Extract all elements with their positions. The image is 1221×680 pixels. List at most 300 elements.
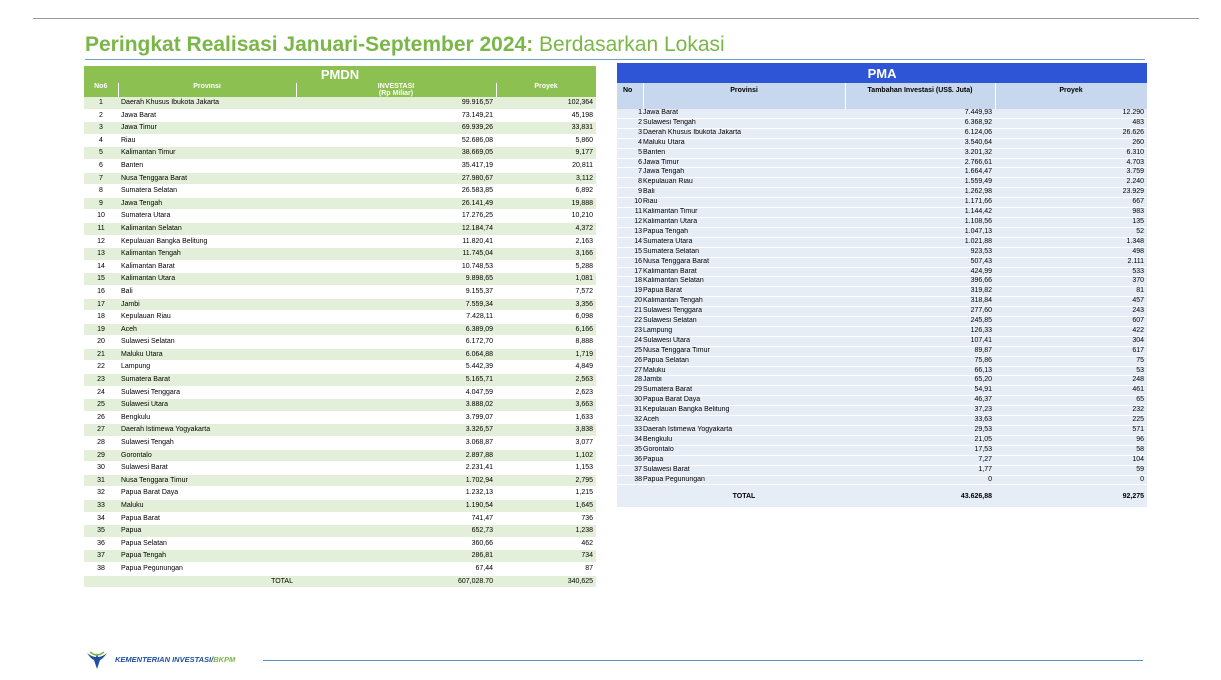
pmdn-cell-provinsi: Jawa Tengah [118,197,296,210]
pmdn-table-row [84,159,596,172]
pmdn-table-row [84,487,596,500]
pma-cell-no: 31 [617,406,643,416]
pma-table-row [617,118,1147,128]
pmdn-cell-investasi: 7.428,11 [296,311,496,324]
pma-cell-investasi: 1.047,13 [845,227,995,237]
pmdn-cell-proyek: 20,811 [496,159,596,172]
pmdn-cell-proyek: 3,166 [496,248,596,261]
pmdn-cell-investasi: 3.068,87 [296,437,496,450]
footer [85,648,1145,672]
pma-cell-no: 3 [617,128,643,138]
pmdn-cell-proyek: 10,210 [496,210,596,223]
pma-cell-provinsi: Nusa Tenggara Barat [643,257,845,267]
pma-col-provinsi: Provinsi [643,83,845,109]
pmdn-cell-investasi: 52.686,08 [296,134,496,147]
pmdn-cell-provinsi: Sumatera Selatan [118,185,296,198]
pmdn-cell-no: 29 [84,449,118,462]
pmdn-cell-provinsi: Daerah Istimewa Yogyakarta [118,424,296,437]
pma-table-row [617,366,1147,376]
pmdn-cell-proyek: 45,198 [496,109,596,122]
pma-cell-proyek: 457 [995,297,1147,307]
pma-cell-no: 30 [617,396,643,406]
pma-cell-investasi: 319,82 [845,287,995,297]
pma-cell-no: 12 [617,217,643,227]
pma-cell-investasi: 245,85 [845,317,995,327]
pmdn-cell-no: 10 [84,210,118,223]
pmdn-cell-proyek: 7,572 [496,285,596,298]
pmdn-cell-provinsi: Gorontalo [118,449,296,462]
pmdn-cell-provinsi: Sulawesi Utara [118,399,296,412]
pma-cell-provinsi: Papua Tengah [643,227,845,237]
pma-cell-proyek: 3.759 [995,168,1147,178]
pmdn-cell-investasi: 5.442,39 [296,361,496,374]
pma-cell-provinsi: Aceh [643,416,845,426]
pma-cell-provinsi: Sulawesi Utara [643,336,845,346]
pmdn-cell-provinsi: Papua [118,525,296,538]
pma-cell-investasi: 66,13 [845,366,995,376]
pmdn-cell-proyek: 1,719 [496,348,596,361]
pma-cell-investasi: 65,20 [845,376,995,386]
pmdn-cell-no: 36 [84,537,118,550]
pma-cell-investasi: 21,05 [845,435,995,445]
pma-cell-no: 8 [617,178,643,188]
pma-table-row [617,445,1147,455]
pma-table-row [617,138,1147,148]
pma-cell-no: 1 [617,109,643,118]
pma-total-row [617,485,1147,508]
pma-table-row [617,128,1147,138]
pmdn-cell-no: 33 [84,500,118,513]
pmdn-cell-no: 27 [84,424,118,437]
pma-cell-investasi: 54,91 [845,386,995,396]
page-title-normal: Berdasarkan Lokasi [533,33,725,56]
pma-cell-proyek: 370 [995,277,1147,287]
pmdn-panel [84,66,596,587]
pmdn-table-row [84,298,596,311]
pma-cell-provinsi: Jawa Timur [643,158,845,168]
pmdn-cell-provinsi: Sulawesi Selatan [118,336,296,349]
pmdn-cell-proyek: 3,663 [496,399,596,412]
pmdn-table-row [84,147,596,160]
pmdn-cell-proyek: 4,372 [496,222,596,235]
pma-cell-provinsi: Daerah Istimewa Yogyakarta [643,426,845,436]
pma-cell-investasi: 17,53 [845,445,995,455]
pmdn-table-row [84,260,596,273]
pmdn-cell-investasi: 741,47 [296,512,496,525]
pmdn-cell-provinsi: Nusa Tenggara Timur [118,474,296,487]
pma-cell-provinsi: Jambi [643,376,845,386]
pma-cell-provinsi: Jawa Tengah [643,168,845,178]
pmdn-cell-investasi: 2.231,41 [296,462,496,475]
pmdn-cell-no: 18 [84,311,118,324]
pma-cell-proyek: 81 [995,287,1147,297]
pmdn-cell-provinsi: Jawa Barat [118,109,296,122]
pmdn-cell-proyek: 9,177 [496,147,596,160]
pma-table-row [617,148,1147,158]
pma-cell-provinsi: Kalimantan Barat [643,267,845,277]
pmdn-table-row [84,235,596,248]
pmdn-cell-provinsi: Papua Pegunungan [118,562,296,575]
pmdn-cell-proyek: 2,623 [496,386,596,399]
pma-cell-investasi: 277,60 [845,307,995,317]
pmdn-table-row [84,449,596,462]
pma-cell-investasi: 46,37 [845,396,995,406]
pma-table-row [617,168,1147,178]
pma-cell-provinsi: Sulawesi Barat [643,465,845,475]
pma-rows [617,109,1147,485]
pmdn-cell-investasi: 6.064,88 [296,348,496,361]
pmdn-cell-proyek: 3,838 [496,424,596,437]
pmdn-cell-provinsi: Bengkulu [118,411,296,424]
pma-table-row [617,109,1147,118]
pmdn-table-row [84,525,596,538]
pmdn-cell-provinsi: Papua Selatan [118,537,296,550]
pmdn-cell-no: 13 [84,248,118,261]
pmdn-table-row [84,122,596,135]
pma-table-row [617,277,1147,287]
pma-cell-investasi: 7,27 [845,455,995,465]
pmdn-cell-proyek: 87 [496,562,596,575]
pmdn-table-row [84,437,596,450]
pma-table-row [617,475,1147,485]
pma-cell-no: 17 [617,267,643,277]
pmdn-cell-no: 21 [84,348,118,361]
pmdn-cell-investasi: 99.916,57 [296,97,496,109]
pmdn-cell-investasi: 69.939,26 [296,122,496,135]
pmdn-table-row [84,185,596,198]
pmdn-cell-proyek: 2,163 [496,235,596,248]
pma-cell-provinsi: Kalimantan Timur [643,208,845,218]
pma-table-row [617,227,1147,237]
pma-cell-provinsi: Daerah Khusus Ibukota Jakarta [643,128,845,138]
title-underline [85,59,1145,60]
pmdn-cell-proyek: 8,888 [496,336,596,349]
pmdn-cell-no: 6 [84,159,118,172]
pmdn-cell-investasi: 17.276,25 [296,210,496,223]
pma-cell-provinsi: Banten [643,148,845,158]
pma-cell-proyek: 12.290 [995,109,1147,118]
pma-cell-proyek: 0 [995,475,1147,485]
pmdn-cell-investasi: 38.669,05 [296,147,496,160]
pma-table-row [617,346,1147,356]
pmdn-cell-proyek: 1,215 [496,487,596,500]
pma-table-row [617,307,1147,317]
pmdn-table-row [84,248,596,261]
pma-total-proyek: 92,275 [995,485,1147,508]
pma-cell-investasi: 507,43 [845,257,995,267]
pmdn-table-row [84,311,596,324]
pmdn-cell-proyek: 462 [496,537,596,550]
pma-cell-investasi: 1.144,42 [845,208,995,218]
pmdn-cell-investasi: 6.389,09 [296,323,496,336]
pma-cell-proyek: 607 [995,317,1147,327]
pma-cell-proyek: 4.703 [995,158,1147,168]
pma-table-row [617,317,1147,327]
pma-cell-proyek: 23.929 [995,188,1147,198]
footer-brand-main: KEMENTERIAN INVESTASI/ [115,655,214,664]
pma-cell-provinsi: Kepulauan Bangka Belitung [643,406,845,416]
pma-cell-provinsi: Kepulauan Riau [643,178,845,188]
pma-table-row [617,356,1147,366]
pmdn-cell-proyek: 102,364 [496,97,596,109]
pma-cell-proyek: 571 [995,426,1147,436]
pma-cell-no: 18 [617,277,643,287]
pma-table-row [617,336,1147,346]
pmdn-table-row [84,474,596,487]
pmdn-cell-investasi: 4.047,59 [296,386,496,399]
pma-cell-no: 14 [617,237,643,247]
pma-cell-provinsi: Maluku Utara [643,138,845,148]
pmdn-cell-provinsi: Daerah Khusus Ibukota Jakarta [118,97,296,109]
pma-table-row [617,426,1147,436]
pmdn-cell-investasi: 1.190,54 [296,500,496,513]
pmdn-cell-provinsi: Sumatera Barat [118,374,296,387]
pmdn-cell-investasi: 1.702,94 [296,474,496,487]
pmdn-cell-investasi: 5.165,71 [296,374,496,387]
pmdn-cell-investasi: 27.980,67 [296,172,496,185]
pmdn-table-row [84,285,596,298]
pma-cell-no: 27 [617,366,643,376]
pmdn-cell-investasi: 11.820,41 [296,235,496,248]
pmdn-cell-provinsi: Kalimantan Timur [118,147,296,160]
pmdn-table-row [84,273,596,286]
pma-cell-proyek: 617 [995,346,1147,356]
bkpm-logo-icon [85,650,109,670]
pmdn-cell-no: 31 [84,474,118,487]
pmdn-cell-investasi: 1.232,13 [296,487,496,500]
pmdn-cell-provinsi: Jawa Timur [118,122,296,135]
pmdn-table-row [84,172,596,185]
pma-cell-no: 4 [617,138,643,148]
pma-cell-investasi: 923,53 [845,247,995,257]
pmdn-cell-investasi: 11.745,04 [296,248,496,261]
footer-divider [263,660,1143,661]
pmdn-table-row [84,537,596,550]
pma-cell-provinsi: Sulawesi Tenggara [643,307,845,317]
pmdn-cell-investasi: 6.172,70 [296,336,496,349]
pma-table-row [617,455,1147,465]
pmdn-table-row [84,109,596,122]
pma-cell-provinsi: Riau [643,198,845,208]
pmdn-cell-no: 34 [84,512,118,525]
pma-col-investasi: Tambahan Investasi (US$. Juta) [845,83,995,109]
pma-cell-proyek: 26.626 [995,128,1147,138]
pmdn-table-row [84,562,596,575]
pmdn-cell-investasi: 360,66 [296,537,496,550]
pma-cell-proyek: 260 [995,138,1147,148]
pma-cell-proyek: 2.240 [995,178,1147,188]
pmdn-cell-provinsi: Papua Barat Daya [118,487,296,500]
pma-cell-no: 11 [617,208,643,218]
pma-cell-no: 20 [617,297,643,307]
pmdn-cell-investasi: 9.155,37 [296,285,496,298]
pmdn-cell-provinsi: Kalimantan Tengah [118,248,296,261]
pmdn-cell-no: 20 [84,336,118,349]
pmdn-cell-investasi: 26.141,49 [296,197,496,210]
pma-cell-provinsi: Maluku [643,366,845,376]
pmdn-table-row [84,336,596,349]
pma-cell-proyek: 225 [995,416,1147,426]
pma-cell-no: 19 [617,287,643,297]
pmdn-cell-provinsi: Aceh [118,323,296,336]
pma-cell-proyek: 1.348 [995,237,1147,247]
pma-panel [617,63,1147,507]
pmdn-cell-provinsi: Kalimantan Selatan [118,222,296,235]
pmdn-cell-investasi: 3.326,57 [296,424,496,437]
pma-table [617,63,1148,507]
pma-cell-investasi: 1.262,98 [845,188,995,198]
pmdn-table-row [84,411,596,424]
pmdn-table-row [84,222,596,235]
pmdn-col-proyek: Proyek [496,83,596,97]
pmdn-cell-proyek: 6,098 [496,311,596,324]
pmdn-cell-provinsi: Sulawesi Tenggara [118,386,296,399]
pma-cell-no: 33 [617,426,643,436]
pma-cell-provinsi: Papua Pegunungan [643,475,845,485]
pma-cell-proyek: 232 [995,406,1147,416]
pma-table-row [617,287,1147,297]
pmdn-table-row [84,386,596,399]
pma-cell-investasi: 6.368,92 [845,118,995,128]
pma-cell-no: 36 [617,455,643,465]
pmdn-table-row [84,374,596,387]
pma-cell-proyek: 983 [995,208,1147,218]
pmdn-cell-no: 5 [84,147,118,160]
pma-table-row [617,158,1147,168]
pmdn-cell-proyek: 1,238 [496,525,596,538]
top-divider [33,18,1199,19]
pma-cell-proyek: 58 [995,445,1147,455]
pmdn-table-row [84,323,596,336]
pmdn-heading: PMDN [84,66,596,83]
pmdn-cell-no: 35 [84,525,118,538]
pmdn-cell-investasi: 3.888,02 [296,399,496,412]
pma-cell-investasi: 424,99 [845,267,995,277]
pmdn-cell-provinsi: Maluku Utara [118,348,296,361]
pmdn-cell-provinsi: Sumatera Utara [118,210,296,223]
pmdn-cell-provinsi: Sulawesi Barat [118,462,296,475]
pma-cell-investasi: 3.540,64 [845,138,995,148]
pmdn-cell-no: 7 [84,172,118,185]
pmdn-cell-proyek: 5,860 [496,134,596,147]
pmdn-cell-no: 16 [84,285,118,298]
pmdn-cell-no: 25 [84,399,118,412]
pma-cell-no: 37 [617,465,643,475]
pmdn-cell-investasi: 26.583,85 [296,185,496,198]
pmdn-cell-proyek: 736 [496,512,596,525]
pma-cell-proyek: 75 [995,356,1147,366]
pma-cell-investasi: 2.766,61 [845,158,995,168]
pmdn-cell-investasi: 12.184,74 [296,222,496,235]
pmdn-col-no: No6 [84,83,118,97]
pma-cell-proyek: 53 [995,366,1147,376]
footer-brand-accent: BKPM [213,655,236,664]
pma-cell-provinsi: Papua [643,455,845,465]
pma-cell-no: 7 [617,168,643,178]
pmdn-cell-no: 38 [84,562,118,575]
pma-cell-no: 23 [617,326,643,336]
pma-col-no: No [617,83,643,109]
pmdn-cell-provinsi: Kalimantan Barat [118,260,296,273]
pmdn-table-row [84,512,596,525]
pma-cell-proyek: 461 [995,386,1147,396]
pma-cell-investasi: 107,41 [845,336,995,346]
pma-cell-no: 15 [617,247,643,257]
pma-cell-proyek: 65 [995,396,1147,406]
pmdn-cell-no: 11 [84,222,118,235]
pmdn-cell-proyek: 1,102 [496,449,596,462]
pmdn-cell-no: 24 [84,386,118,399]
pmdn-cell-proyek: 2,563 [496,374,596,387]
pma-table-row [617,406,1147,416]
pma-cell-no: 10 [617,198,643,208]
pmdn-cell-no: 15 [84,273,118,286]
pma-cell-investasi: 75,86 [845,356,995,366]
pma-cell-proyek: 243 [995,307,1147,317]
pmdn-cell-proyek: 19,888 [496,197,596,210]
pma-cell-proyek: 422 [995,326,1147,336]
pma-cell-proyek: 498 [995,247,1147,257]
pmdn-cell-no: 14 [84,260,118,273]
pmdn-table-row [84,424,596,437]
pmdn-cell-provinsi: Sulawesi Tengah [118,437,296,450]
pma-cell-provinsi: Sumatera Utara [643,237,845,247]
pma-cell-provinsi: Gorontalo [643,445,845,455]
pmdn-cell-investasi: 286,81 [296,550,496,563]
pma-cell-proyek: 96 [995,435,1147,445]
pmdn-cell-no: 8 [84,185,118,198]
pma-cell-provinsi: Kalimantan Tengah [643,297,845,307]
pmdn-cell-provinsi: Jambi [118,298,296,311]
pmdn-cell-provinsi: Maluku [118,500,296,513]
pmdn-cell-no: 26 [84,411,118,424]
pma-cell-no: 38 [617,475,643,485]
pmdn-cell-proyek: 1,633 [496,411,596,424]
pmdn-cell-proyek: 1,645 [496,500,596,513]
pmdn-cell-no: 3 [84,122,118,135]
pma-cell-no: 9 [617,188,643,198]
pma-cell-provinsi: Papua Selatan [643,356,845,366]
pma-table-row [617,416,1147,426]
pma-cell-investasi: 37,23 [845,406,995,416]
pma-cell-provinsi: Sumatera Selatan [643,247,845,257]
pmdn-cell-proyek: 3,356 [496,298,596,311]
pma-cell-investasi: 396,66 [845,277,995,287]
pma-cell-proyek: 135 [995,217,1147,227]
pma-cell-investasi: 6.124,06 [845,128,995,138]
pmdn-cell-investasi: 3.799,07 [296,411,496,424]
pma-cell-proyek: 59 [995,465,1147,475]
pma-cell-no: 16 [617,257,643,267]
pma-cell-investasi: 7.449,93 [845,109,995,118]
pmdn-cell-proyek: 33,831 [496,122,596,135]
pma-cell-no: 21 [617,307,643,317]
pmdn-cell-proyek: 3,077 [496,437,596,450]
pma-cell-no: 28 [617,376,643,386]
pma-table-row [617,257,1147,267]
pma-cell-investasi: 1.664,47 [845,168,995,178]
pmdn-cell-proyek: 3,112 [496,172,596,185]
pma-cell-no: 6 [617,158,643,168]
pmdn-total-label: TOTAL [118,575,296,587]
pmdn-cell-no: 17 [84,298,118,311]
pma-cell-investasi: 33,63 [845,416,995,426]
pma-cell-no: 5 [617,148,643,158]
pmdn-cell-proyek: 1,153 [496,462,596,475]
pma-cell-provinsi: Jawa Barat [643,109,845,118]
pmdn-col-provinsi: Provinsi [118,83,296,97]
pma-table-row [617,386,1147,396]
